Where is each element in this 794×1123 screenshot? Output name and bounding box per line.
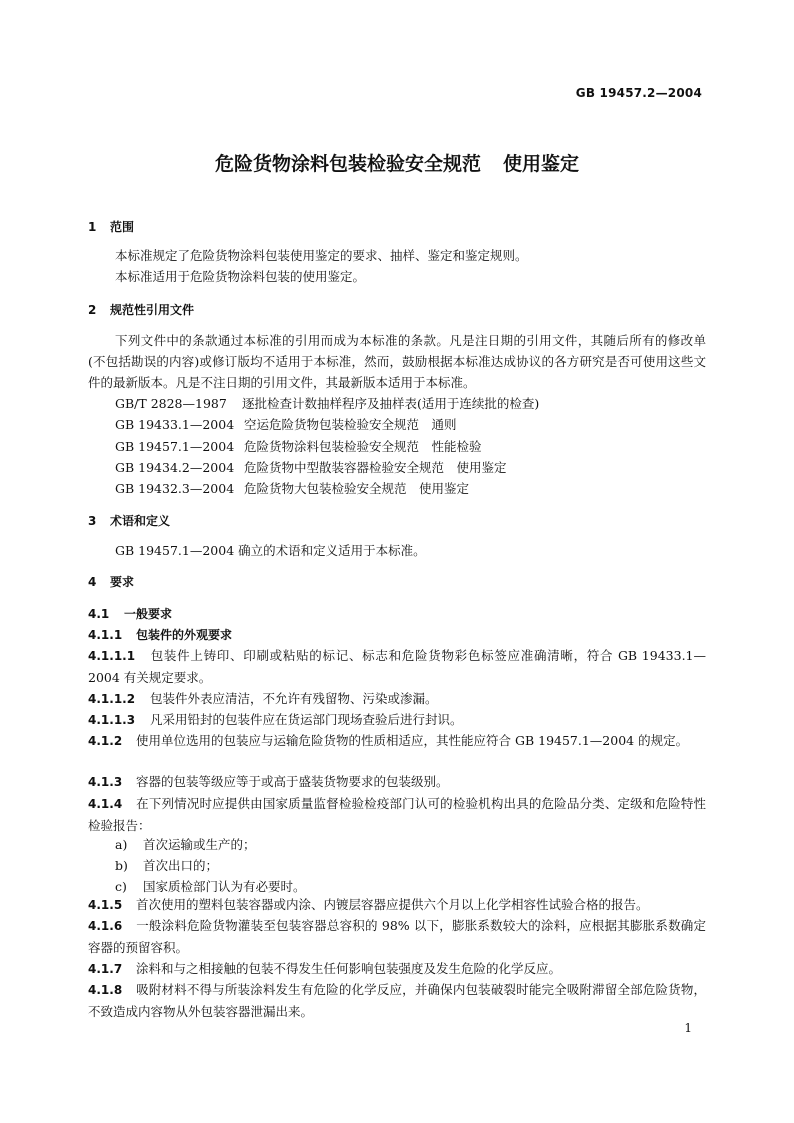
reference-code: GB 19432.3—2004 [115, 481, 235, 496]
clause-text: 在下列情况时应提供由国家质量监督检验检疫部门认可的检验机构出具的危险品分类、定级和危险特性检验报告： [88, 796, 706, 833]
section-title: 术语和定义 [110, 514, 171, 528]
section-number: 2 [88, 303, 97, 317]
clause-number: 4.1.6 [88, 919, 123, 933]
reference-title: 危险货物中型散装容器检验安全规范 使用鉴定 [244, 460, 507, 475]
clause-4-1-1-3 [88, 709, 706, 731]
list-item [115, 835, 256, 853]
section-1-paragraph-2: 本标准适用于危险货物涂料包装的使用鉴定。 [115, 269, 366, 284]
reference-item [115, 479, 469, 497]
reference-code: GB 19457.1—2004 [115, 439, 235, 454]
reference-item [115, 458, 507, 476]
clause-text: 包装件上铸印、印刷或粘贴的标记、标志和危险货物彩色标签应准确清晰，符合 GB 19433.1—2004 有关规定要求。 [88, 648, 706, 685]
clause-4-1-7 [88, 958, 706, 980]
clause-text: 包装件外表应清洁，不允许有残留物、污染或渗漏。 [150, 691, 438, 706]
clause-4-1-2 [88, 730, 706, 752]
clause-number: 4.1.7 [88, 962, 123, 976]
clause-number: 4.1.8 [88, 983, 123, 997]
list-text: 首次运输或生产的； [143, 837, 256, 852]
section-3-paragraph: GB 19457.1—2004 确立的术语和定义适用于本标准。 [115, 543, 426, 558]
clause-number: 4.1 [88, 607, 110, 621]
clause-number: 4.1.3 [88, 775, 123, 789]
reference-title: 危险货物涂料包装检验安全规范 性能检验 [244, 439, 482, 454]
reference-item [115, 394, 539, 412]
list-item [115, 877, 306, 895]
clause-number: 4.1.5 [88, 898, 123, 912]
clause-4-1-5 [88, 894, 706, 916]
clause-4-1-1-2 [88, 688, 706, 710]
clause-text: 容器的包装等级应等于或高于盛装货物要求的包装级别。 [136, 774, 449, 789]
clause-4-1-6 [88, 915, 706, 958]
list-label: a) [115, 837, 128, 852]
clause-text: 一般涂料危险货物灌装至包装容器总容积的 98% 以下，膨胀系数较大的涂料，应根据其膨胀系数确定容器的预留容积。 [88, 918, 706, 955]
section-1-paragraph-1: 本标准规定了危险货物涂料包装使用鉴定的要求、抽样、鉴定和鉴定规则。 [115, 248, 528, 263]
clause-number: 4.1.1.3 [88, 713, 136, 727]
clause-text: 首次使用的塑料包装容器或内涂、内镀层容器应提供六个月以上化学相容性试验合格的报告。 [136, 897, 649, 912]
section-4-heading [88, 573, 134, 590]
list-text: 国家质检部门认为有必要时。 [143, 879, 306, 894]
clause-number: 4.1.1.1 [88, 649, 136, 663]
reference-item [115, 437, 482, 455]
clause-number: 4.1.4 [88, 797, 123, 811]
clause-number: 4.1.1 [88, 628, 123, 642]
clause-number: 4.1.1.2 [88, 692, 136, 706]
title-main: 危险货物涂料包装检验安全规范 [214, 153, 481, 175]
reference-title: 危险货物大包装检验安全规范 使用鉴定 [244, 481, 470, 496]
list-item [115, 856, 218, 874]
clause-4-1-3 [88, 771, 706, 793]
section-number: 4 [88, 575, 97, 589]
reference-code: GB 19433.1—2004 [115, 417, 235, 432]
list-text: 首次出口的； [143, 858, 219, 873]
title-sub: 使用鉴定 [503, 153, 580, 175]
clause-4-1-8 [88, 979, 706, 1022]
section-number: 3 [88, 514, 97, 528]
document-title [0, 149, 794, 176]
clause-title: 包装件的外观要求 [136, 628, 233, 642]
standard-number: GB 19457.2—2004 [575, 86, 702, 100]
clause-4-1-heading [88, 605, 172, 622]
reference-item [115, 415, 457, 433]
section-1-heading [88, 218, 134, 235]
clause-text: 凡采用铅封的包装件应在货运部门现场查验后进行封识。 [150, 712, 463, 727]
clause-text: 吸附材料不得与所装涂料发生有危险的化学反应，并确保内包装破裂时能完全吸附滞留全部危险货物，不致造成内容物从外包装容器泄漏出来。 [88, 982, 706, 1019]
section-2-heading [88, 301, 194, 318]
clause-number: 4.1.2 [88, 734, 123, 748]
clause-4-1-1-1 [88, 645, 706, 688]
reference-title: 空运危险货物包装检验安全规范 通则 [244, 417, 457, 432]
section-number: 1 [88, 220, 97, 234]
reference-code: GB/T 2828—1987 [115, 396, 227, 411]
clause-text: 涂料和与之相接触的包装不得发生任何影响包装强度及发生危险的化学反应。 [136, 961, 562, 976]
section-2-paragraph: 下列文件中的条款通过本标准的引用而成为本标准的条款。凡是注日期的引用文件，其随后所有的修改单(不包括勘误的内容)或修订版均不适用于本标准，然而，鼓励根据本标准达成协议的各方研究是否可使用这些文件的最新版本。凡是不注日期的引用文件，其最新版本适用于本标准。 [88, 333, 706, 390]
clause-4-1-1-heading [88, 626, 232, 643]
page-number: 1 [684, 1021, 692, 1035]
section-title: 规范性引用文件 [110, 303, 195, 317]
section-3-heading [88, 512, 170, 529]
clause-title: 一般要求 [124, 607, 173, 621]
list-label: c) [115, 879, 127, 894]
list-label: b) [115, 858, 128, 873]
reference-title: 逐批检查计数抽样程序及抽样表(适用于连续批的检查) [242, 396, 540, 411]
clause-text: 使用单位选用的包装应与运输危险货物的性质相适应，其性能应符合 GB 19457.1—2004 的规定。 [136, 733, 689, 748]
section-title: 范围 [110, 220, 135, 234]
section-title: 要求 [110, 575, 135, 589]
reference-code: GB 19434.2—2004 [115, 460, 235, 475]
clause-4-1-4 [88, 793, 706, 836]
